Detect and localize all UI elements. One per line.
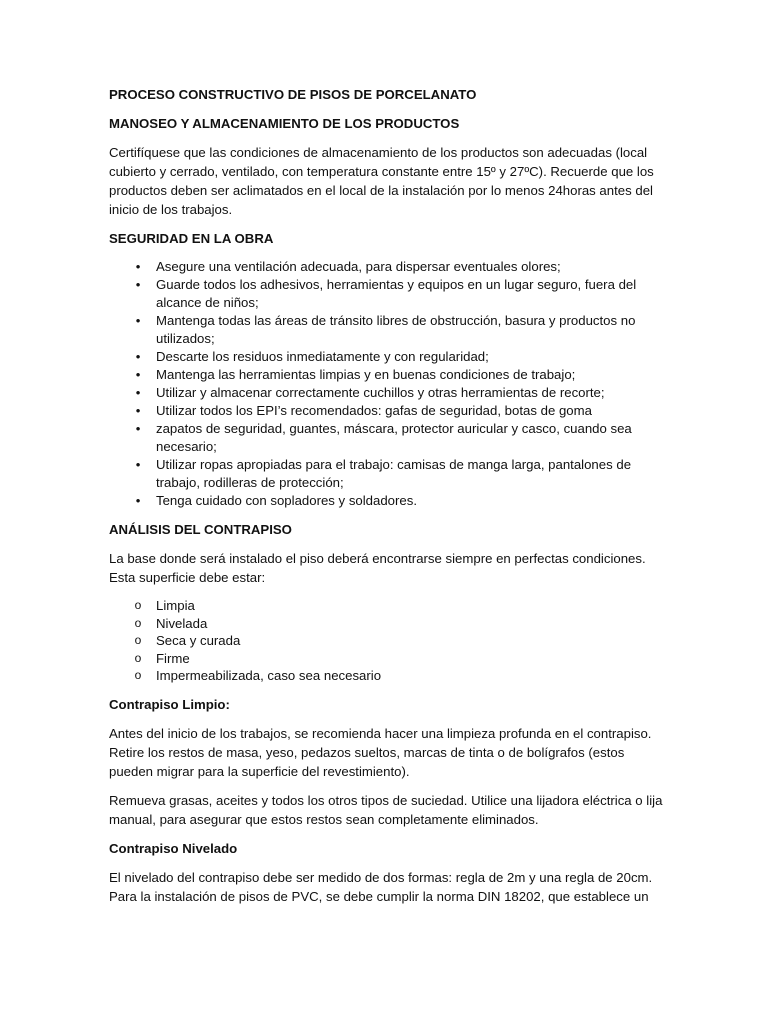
bullet-icon: •	[135, 277, 141, 292]
list-item-text: Seca y curada	[156, 633, 241, 648]
bullet-icon: •	[135, 403, 141, 418]
section-heading-analisis: ANÁLISIS DEL CONTRAPISO	[109, 522, 292, 537]
seguridad-list	[109, 258, 668, 510]
list-item-text: Utilizar ropas apropiadas para el trabajo: camisas de manga larga, pantalones de trabajo, rodilleras de protección;	[156, 457, 632, 490]
bullet-icon: •	[135, 457, 141, 472]
list-item	[109, 258, 668, 276]
bullet-icon: •	[135, 349, 141, 364]
list-item	[109, 348, 668, 366]
list-item	[109, 420, 668, 456]
list-item	[109, 276, 668, 312]
list-item	[109, 667, 668, 685]
list-item	[109, 632, 668, 650]
list-item-text: Firme	[156, 650, 190, 666]
list-item	[109, 366, 668, 384]
bullet-icon: •	[135, 421, 141, 436]
paragraph-almacenamiento: Certifíquese que las condiciones de almacenamiento de los productos son adecuadas (local cubierto y cerrado, ventilado, con temperatura constante entre 15º y 27ºC). Recuerde que los productos deben ser aclimatados en el local de la instalación por lo menos 24horas antes del inicio de los trabajos.	[109, 145, 654, 217]
list-item	[109, 384, 668, 402]
list-item	[109, 312, 668, 348]
list-item-text: zapatos de seguridad, guantes, máscara, protector auricular y casco, cuando sea necesario;	[156, 421, 632, 454]
circle-bullet-icon: o	[134, 598, 142, 612]
list-item-text: Impermeabilizada, caso sea necesario	[156, 668, 382, 683]
circle-bullet-icon: o	[134, 615, 142, 630]
list-item	[109, 402, 668, 420]
list-item-text: Nivelada	[156, 615, 208, 631]
condiciones-list	[109, 597, 668, 685]
list-item	[109, 650, 668, 668]
list-item-text: Guarde todos los adhesivos, herramientas y equipos en un lugar seguro, fuera del alcance de niños;	[156, 277, 637, 310]
bullet-icon: •	[135, 313, 141, 328]
list-item-text: Limpia	[156, 598, 195, 613]
list-item	[109, 492, 668, 510]
list-item-text: Mantenga todas las áreas de tránsito libres de obstrucción, basura y productos no utilizados;	[156, 313, 636, 346]
bullet-icon: •	[135, 493, 141, 508]
list-item-text: Tenga cuidado con sopladores y soldadores.	[156, 493, 417, 508]
bullet-icon: •	[135, 385, 141, 400]
list-item-text: Utilizar todos los EPI’s recomendados: gafas de seguridad, botas de goma	[156, 403, 592, 418]
list-item-text: Descarte los residuos inmediatamente y con regularidad;	[156, 349, 489, 364]
bullet-icon: •	[135, 367, 141, 382]
circle-bullet-icon: o	[134, 633, 142, 647]
main-title: PROCESO CONSTRUCTIVO DE PISOS DE PORCELANATO	[109, 87, 477, 102]
bullet-icon: •	[135, 259, 141, 274]
circle-bullet-icon: o	[134, 650, 142, 665]
paragraph-nivelado: El nivelado del contrapiso debe ser medido de dos formas: regla de 2m y una regla de 20cm. Para la instalación de pisos de PVC, se debe cumplir la norma DIN 18202, que establece un	[109, 869, 653, 904]
paragraph-limpio-2: Remueva grasas, aceites y todos los otros tipos de suciedad. Utilice una lijadora eléctrica o lija manual, para asegurar que estos restos sean completamente eliminados.	[109, 792, 663, 827]
paragraph-limpio-1: Antes del inicio de los trabajos, se recomienda hacer una limpieza profunda en el contrapiso. Retire los restos de masa, yeso, pedazos sueltos, marcas de tinta o de bolígrafos (estos pueden migrar para la superficie del revestimiento).	[109, 725, 652, 779]
circle-bullet-icon: o	[134, 668, 142, 682]
section-heading-seguridad: SEGURIDAD EN LA OBRA	[109, 231, 274, 246]
section-heading-limpio: Contrapiso Limpio:	[109, 696, 230, 712]
paragraph-base: La base donde será instalado el piso deberá encontrarse siempre en perfectas condiciones. Esta superficie debe estar:	[109, 551, 646, 585]
section-heading-manoseo: MANOSEO Y ALMACENAMIENTO DE LOS PRODUCTOS	[109, 116, 460, 131]
section-heading-nivelado: Contrapiso Nivelado	[109, 840, 238, 856]
list-item-text: Asegure una ventilación adecuada, para dispersar eventuales olores;	[156, 259, 561, 274]
list-item-text: Utilizar y almacenar correctamente cuchillos y otras herramientas de recorte;	[156, 385, 605, 400]
list-item	[109, 597, 668, 615]
list-item-text: Mantenga las herramientas limpias y en buenas condiciones de trabajo;	[156, 367, 576, 382]
list-item	[109, 615, 668, 633]
list-item	[109, 456, 668, 492]
